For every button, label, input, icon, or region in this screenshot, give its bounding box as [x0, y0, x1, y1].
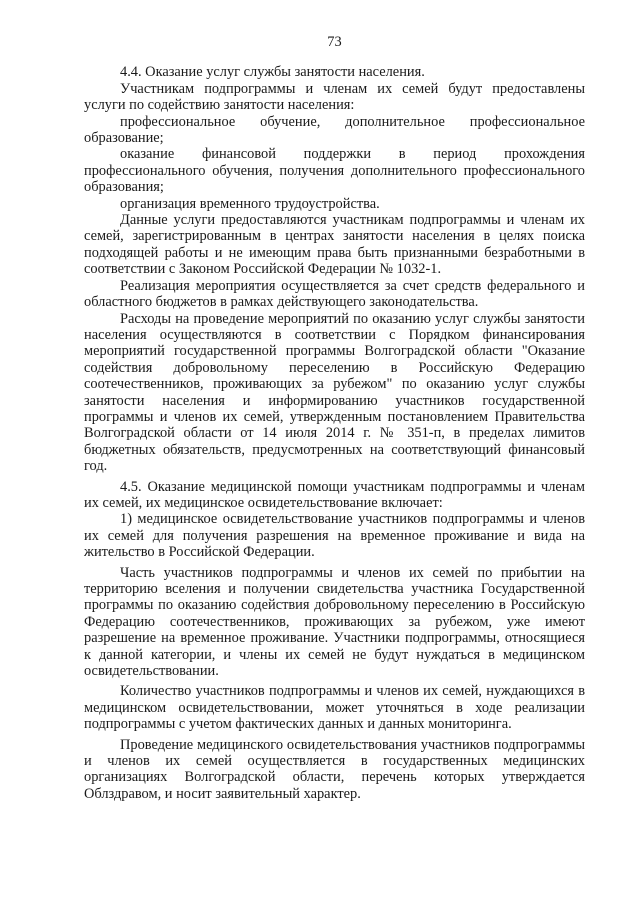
paragraph-expenses-procedure: Расходы на проведение мероприятий по оказанию услуг службы занятости населения осуществляются в соответствии с Порядком финансирования мероприятий государственной программы Волгоградской области "Оказание содействия добровольному переселению в Российскую Федерацию соотечественников, проживающих за рубежом" по оказанию услуг службы занятости населения и информированию участников государственной программы и членов их семей, утвержденным постановлением Правительства Волгоградской области от 14 июля 2014 г. № 351-п, в пределах лимитов бюджетных обязательств, предусмотренных на соответствующий финансовый год.	[84, 310, 585, 475]
paragraph-funding-sources: Реализация мероприятия осуществляется за счет средств федерального и областного бюджетов в рамках действующего законодательства.	[84, 277, 585, 311]
paragraph-services-intro: Участникам подпрограммы и членам их семей будут предоставлены услуги по содействию занятости населения:	[84, 80, 585, 114]
list-item-financial-support: оказание финансовой поддержки в период прохождения профессионального обучения, получения дополнительного профессионального образования;	[84, 146, 585, 196]
paragraph-participants-count: Количество участников подпрограммы и членов их семей, нуждающихся в медицинском освидетельствовании, может уточняться в ходе реализации подпрограммы с учетом фактических данных и данных мониторинга.	[84, 683, 585, 733]
paragraph-services-recipients: Данные услуги предоставляются участникам подпрограммы и членам их семей, зарегистрированным в центрах занятости населения в целях поиска подходящей работы и не имеющим права быть признанными безработными в соответствии с Законом Российской Федерации № 1032-1.	[84, 212, 585, 278]
section-heading-4-4: 4.4. Оказание услуг службы занятости населения.	[120, 64, 425, 81]
list-item-medical-examination: 1) медицинское освидетельствование участников подпрограммы и членов их семей для получения разрешения на временное проживание и вида на жительство в Российской Федерации.	[84, 511, 585, 561]
list-item-temporary-employment: организация временного трудоустройства.	[120, 195, 380, 212]
list-item-professional-training: профессиональное обучение, дополнительное профессиональное образование;	[84, 113, 585, 147]
paragraph-temporary-residence: Часть участников подпрограммы и членов их семей по прибытии на территорию вселения и получении свидетельства участника Государственной программы по оказанию содействия добровольному переселению в Российскую Федерацию соотечественников, проживающих за рубежом, уже имеют разрешение на временное проживание. Участники подпрограммы, относящиеся к данной категории, и члены их семей не будут нуждаться в медицинском освидетельствовании.	[84, 564, 585, 680]
paragraph-medical-organizations: Проведение медицинского освидетельствования участников подпрограммы и членов их семей осуществляется в государственных медицинских организациях Волгоградской области, перечень которых утверждается Облздравом, и носит заявительный характер.	[84, 736, 585, 802]
page-number: 73	[327, 34, 342, 50]
section-heading-4-5: 4.5. Оказание медицинской помощи участникам подпрограммы и членам их семей, их медицинское освидетельствование включает:	[84, 478, 585, 511]
